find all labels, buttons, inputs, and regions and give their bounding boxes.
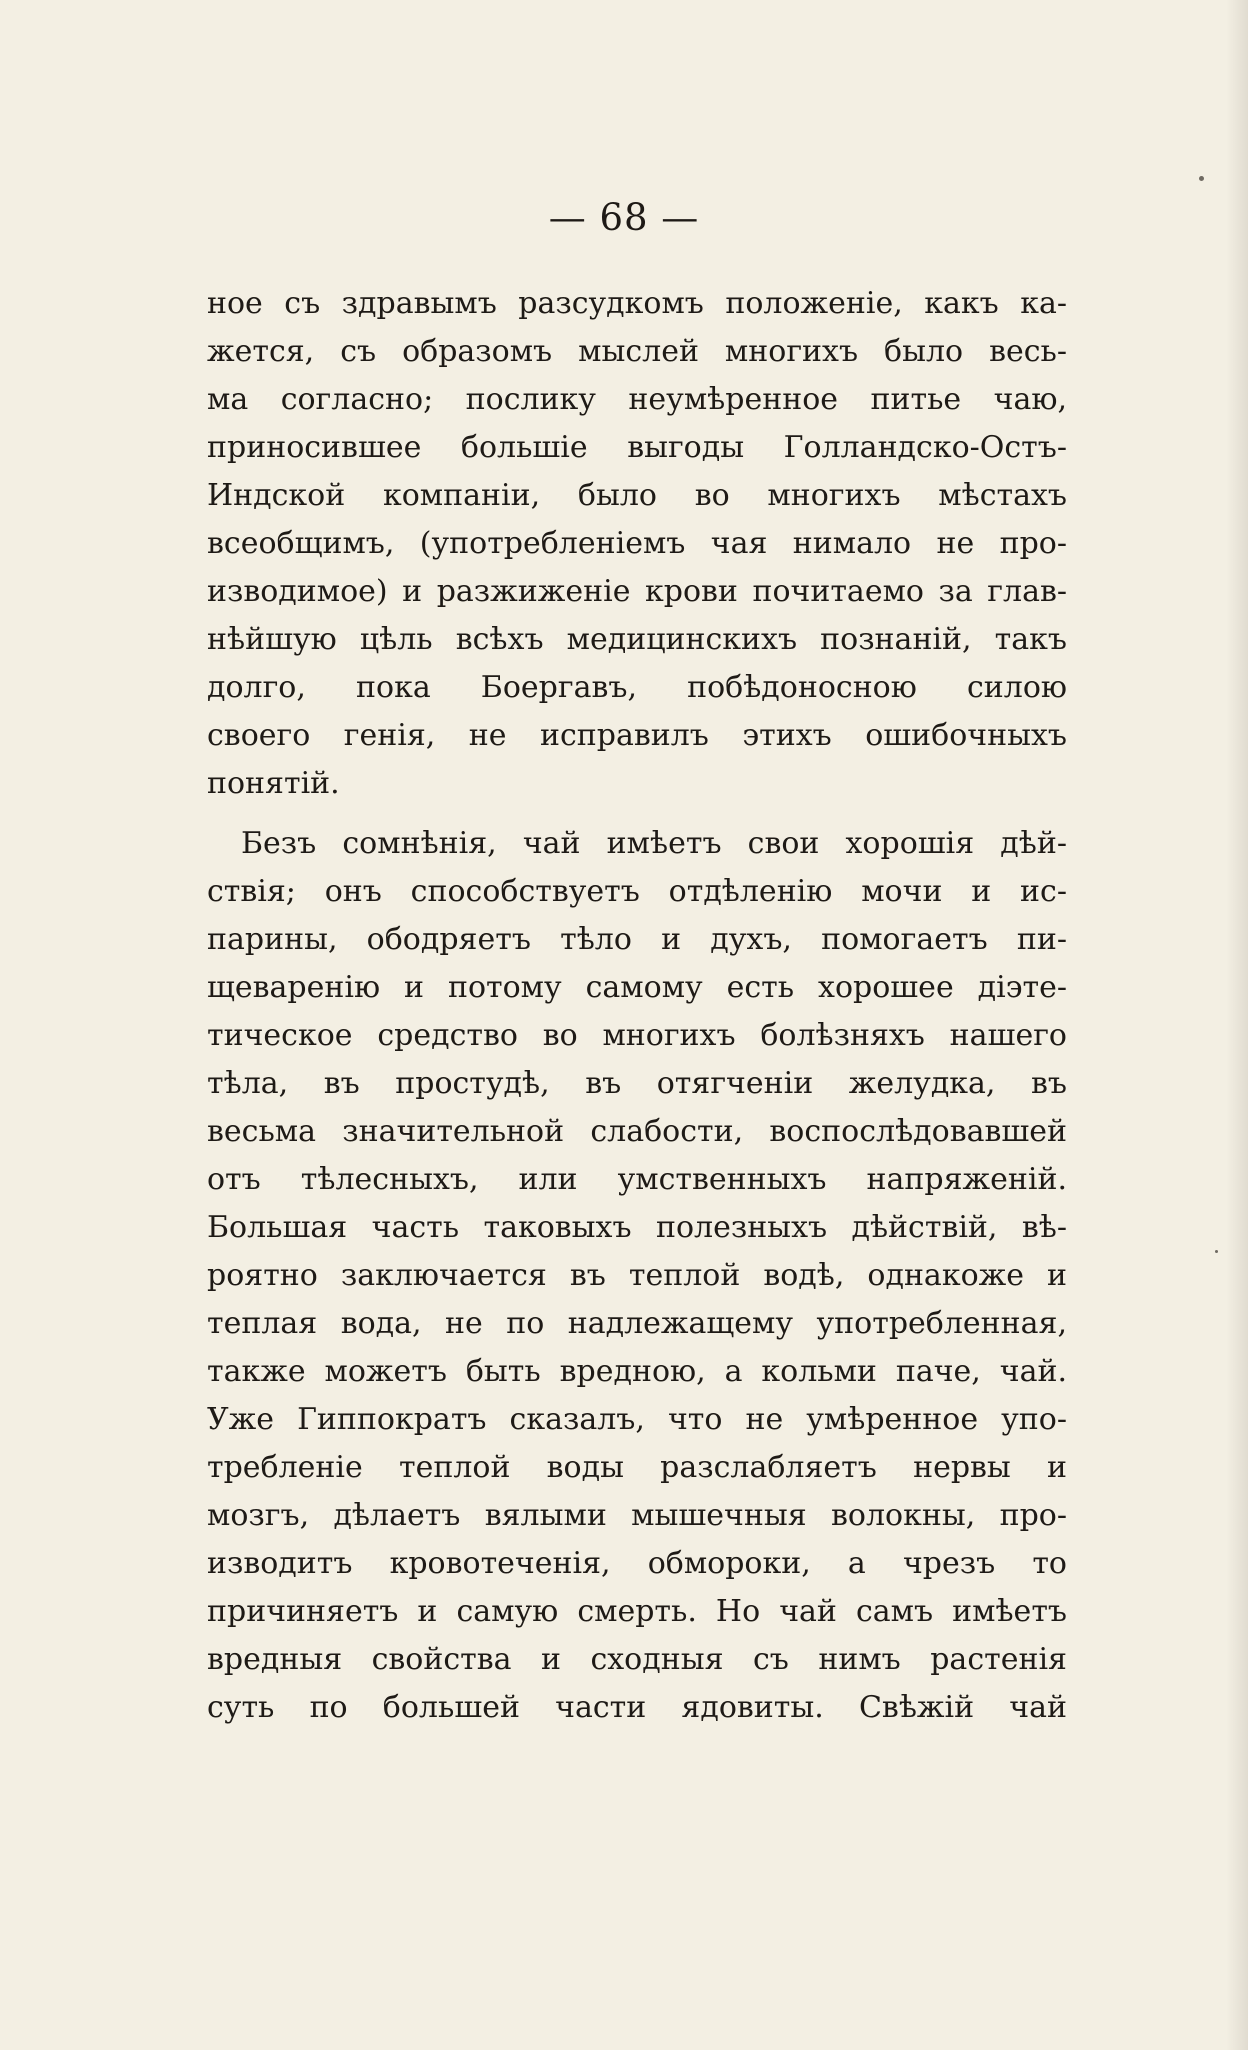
paragraph-2 <box>207 820 1067 1732</box>
text-line: причиняетъ и самую смерть. Но чай самъ имѣетъ <box>207 1594 1067 1629</box>
text-line: мозгъ, дѣлаетъ вялыми мышечныя волокны, про- <box>207 1498 1067 1533</box>
text-line: изводитъ кровотеченія, обмороки, а чрезъ то <box>207 1546 1067 1581</box>
text-line: Уже Гиппократъ сказалъ, что не умѣренное упо- <box>207 1402 1067 1437</box>
text-line: отъ тѣлесныхъ, или умственныхъ напряженій. <box>207 1162 1067 1197</box>
paragraph-gap <box>207 808 1067 820</box>
body-text <box>207 280 1067 1732</box>
text-line: жется, съ образомъ мыслей многихъ было весь- <box>207 334 1067 369</box>
paper-speck <box>1215 1250 1218 1253</box>
text-line: требленіе теплой воды разслабляетъ нервы и <box>207 1450 1067 1485</box>
text-line: изводимое) и разжиженіе крови почитаемо за глав- <box>207 574 1067 609</box>
page-number: — 68 — <box>548 196 700 239</box>
text-line: долго, пока Боергавъ, побѣдоносною силою <box>207 670 1067 705</box>
text-line: Большая часть таковыхъ полезныхъ дѣйствій, вѣ- <box>207 1210 1067 1245</box>
text-line: своего генія, не исправилъ этихъ ошибочныхъ <box>207 718 1067 753</box>
text-line: Безъ сомнѣнія, чай имѣетъ свои хорошія дѣй- <box>241 826 1067 861</box>
text-line: ма согласно; послику неумѣренное питье чаю, <box>207 382 1067 417</box>
text-line: также можетъ быть вредною, а кольми паче, чай. <box>207 1354 1067 1389</box>
text-line: роятно заключается въ теплой водѣ, однакожe и <box>207 1258 1067 1293</box>
text-line: Индской компаніи, было во многихъ мѣстахъ <box>207 478 1067 513</box>
text-line: весьма значительной слабости, воспослѣдовавшей <box>207 1114 1067 1149</box>
text-line: теплая вода, не по надлежащему употребленная, <box>207 1306 1067 1341</box>
page-edge-shadow <box>1226 0 1248 2050</box>
text-line: щеваренію и потому самому есть хорошее діэте- <box>207 970 1067 1005</box>
text-line: вредныя свойства и сходныя съ нимъ растенія <box>207 1642 1067 1677</box>
text-line: тическое средство во многихъ болѣзняхъ нашего <box>207 1018 1067 1053</box>
text-line: всеобщимъ, (употребленіемъ чая нимало не про- <box>207 526 1067 561</box>
text-line: парины, ободряетъ тѣло и духъ, помогаетъ пи- <box>207 922 1067 957</box>
text-line: понятій. <box>207 766 340 801</box>
text-line: тѣла, въ простудѣ, въ отягченіи желудка, въ <box>207 1066 1067 1101</box>
text-line: нѣйшую цѣль всѣхъ медицинскихъ познаній, такъ <box>207 622 1067 657</box>
text-line: приносившее большіе выгоды Голландско-Остъ- <box>207 430 1067 465</box>
text-line: ствія; онъ способствуетъ отдѣленію мочи и ис- <box>207 874 1067 909</box>
text-line: суть по большей части ядовиты. Свѣжій чай <box>207 1690 1067 1725</box>
paper-speck <box>1199 176 1204 181</box>
text-line: ное съ здравымъ разсудкомъ положеніе, какъ ка- <box>207 286 1067 321</box>
paragraph-1 <box>207 280 1067 808</box>
